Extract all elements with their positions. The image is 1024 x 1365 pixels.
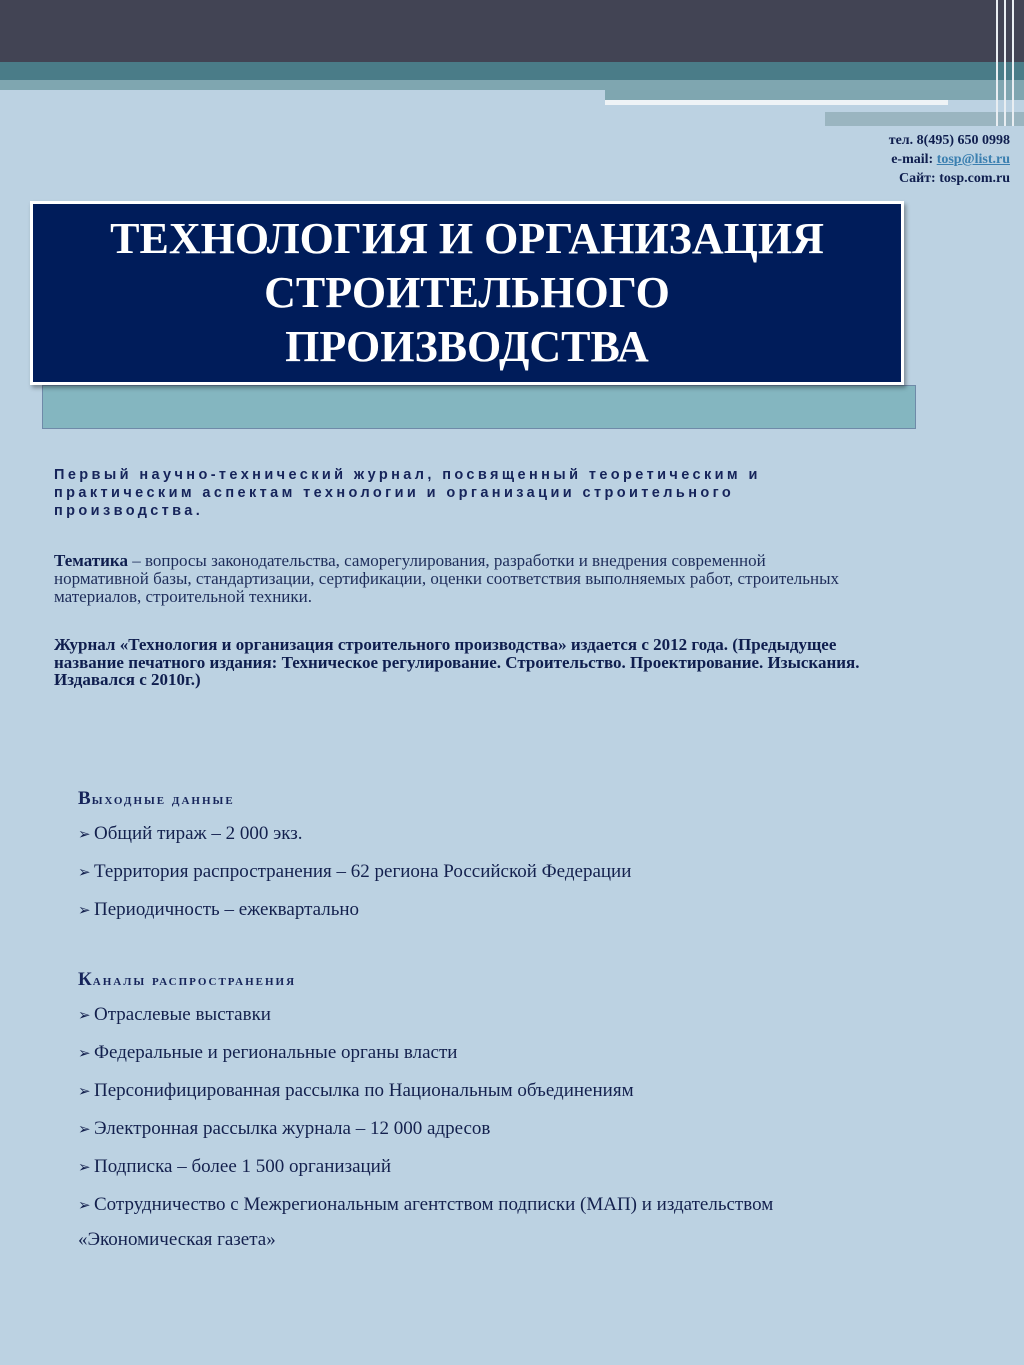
list-item: ➢ Подписка – более 1 500 организаций [78,1156,392,1177]
email-link[interactable]: tosp@list.ru [936,152,1010,167]
bullet-arrow-icon: ➢ [78,1046,91,1062]
header-stripe [0,62,1024,80]
bullet-arrow-icon: ➢ [78,827,91,843]
contact-block [889,131,1010,188]
bullet-arrow-icon: ➢ [78,1008,91,1024]
email-line [889,150,1010,169]
list-item-continuation: «Экономическая газета» [78,1229,276,1250]
bullet-arrow-icon: ➢ [78,1198,91,1214]
phone-text: тел. 8(495) 650 0998 [888,133,1010,148]
header-stripe-white [605,100,948,105]
header-stripe-light [0,80,1024,90]
list-item: ➢ Федеральные и региональные органы власти [78,1042,458,1063]
bullet-arrow-icon: ➢ [78,865,91,881]
history-paragraph: Журнал «Технология и организация строительного производства» издается с 2012 года. (Предыдущее название печатного издания: Техническое регулирование. Строительство. Проектирование. Изыскания. Издавался с 2010г.) [54,635,860,689]
list-item: ➢ Сотрудничество с Межрегиональным агентством подписки (МАП) и издательством [78,1194,774,1215]
topics-label: Тематика [54,551,128,570]
header-stripe-short [825,112,1024,126]
topics-paragraph [54,552,854,606]
list-item: ➢ Отраслевые выставки [78,1004,271,1025]
bullet-arrow-icon: ➢ [78,1122,91,1138]
channels-list [78,1004,773,1232]
list-item: ➢ Общий тираж – 2 000 экз. [78,823,303,844]
list-item: ➢ Периодичность – ежеквартально [78,899,360,920]
bullet-arrow-icon: ➢ [78,1160,91,1176]
title-underlay [42,385,916,429]
decor-line [1004,0,1006,126]
bullet-arrow-icon: ➢ [78,903,91,919]
decor-line [1012,0,1014,126]
list-item: ➢ Электронная рассылка журнала – 12 000 адресов [78,1118,491,1139]
list-item: ➢ Территория распространения – 62 региона Российской Федерации [78,861,632,882]
header-bar [0,0,1024,62]
email-label: e-mail: [891,152,934,167]
channels-heading: Каналы распространения [78,969,297,990]
page-title: ТЕХНОЛОГИЯ И ОРГАНИЗАЦИЯ СТРОИТЕЛЬНОГО ПРОИЗВОДСТВА [110,214,824,371]
list-item: ➢ Персонифицированная рассылка по Национальным объединениям [78,1080,634,1101]
decor-line [996,0,998,126]
output-list [78,823,631,937]
bullet-arrow-icon: ➢ [78,1084,91,1100]
site-text: Сайт: tosp.com.ru [899,171,1010,186]
intro-text: Первый научно-технический журнал, посвященный теоретическим и практическим аспектам технологии и организации строительного производства. [54,467,761,519]
title-banner [30,201,904,385]
header-stripe-right [605,90,1024,100]
output-heading: Выходные данные [78,788,235,809]
topics-text: – вопросы законодательства, саморегулирования, разработки и внедрения современной нормативной базы, стандартизации, сертификации, оценки соответствия выполняемых работ, строительных материалов, строительной техники. [54,551,840,606]
